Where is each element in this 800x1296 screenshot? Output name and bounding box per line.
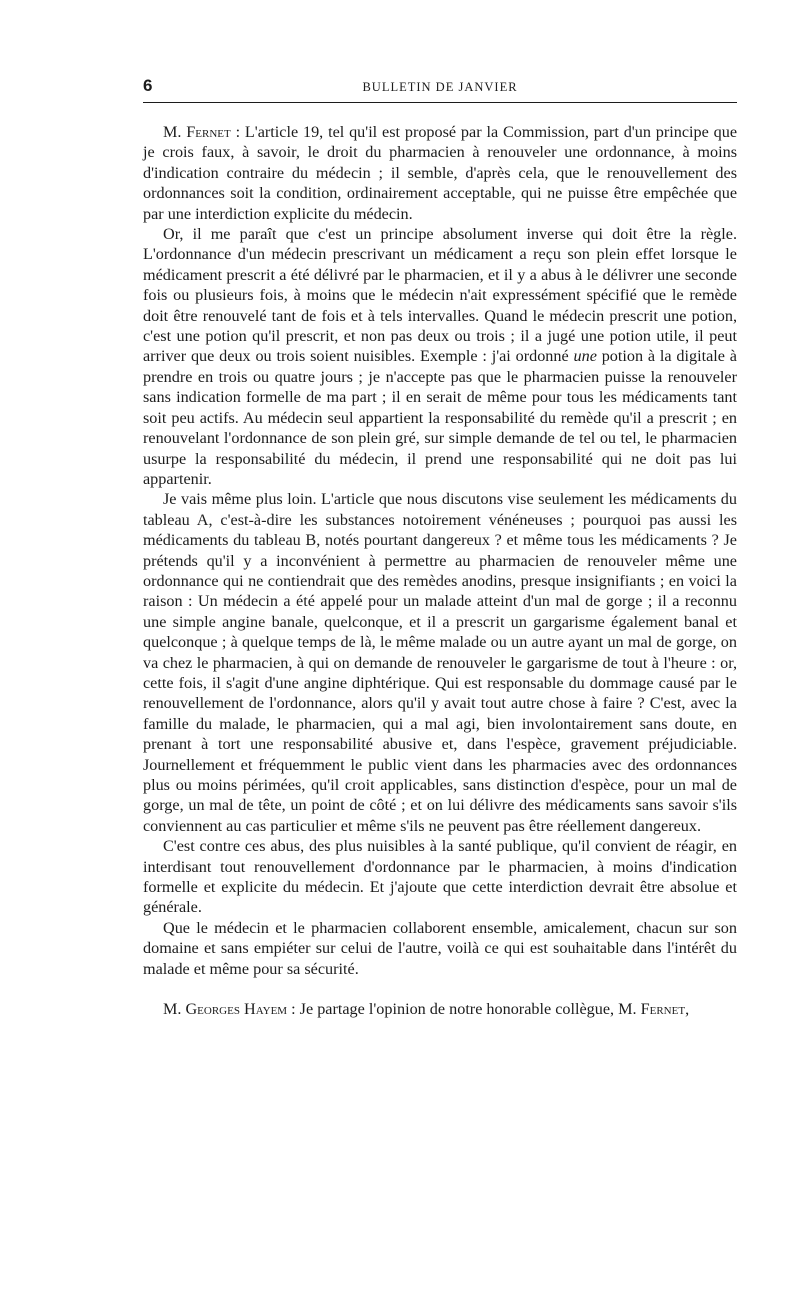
paragraph-example xyxy=(143,489,737,836)
paragraph-text: , xyxy=(685,1000,690,1019)
paragraph-text: potion à la digitale à prendre en trois ou quatre jours ; je n'accepte pas que le pharmacien puisse la renouveler sans indication formelle de ma part ; il en serait de même pour tous les médicaments tant soit peu actifs. Au médecin seul appartient la responsabilité du remède qu'il a prescrit ; en renouvelant l'ordonnance de son plein gré, sur simple demande de tel ou tel, le pharmacien usurpe la responsabilité du médecin, il prend une responsabilité qui ne doit pas lui appartenir. xyxy=(143,347,737,488)
paragraph-principle xyxy=(143,224,737,489)
speaker-name: M. Georges Hayem xyxy=(163,1000,288,1019)
page-header xyxy=(143,76,737,100)
speaker-name: M. Fernet xyxy=(163,123,231,141)
paragraph-text: Je vais même plus loin. L'article que nous discutons vise seulement les médicaments du tableau A, c'est-à-dire les substances notoirement vénéneuses ; pourquoi pas aussi les médicaments du tableau B, notés pourtant dangereux ? et même tous les médicaments ? Je prétends qu'il y a inconvénient à permettre au pharmacien de renouveler même une ordonnance qui ne contiendrait que des remèdes anodins, presque insignifiants ; en voici la raison : Un médecin a été appelé pour un malade atteint d'un mal de gorge ; il a reconnu une simple angine banale, quelconque, et il a prescrit un gargarisme également banal et quelconque ; à quelque temps de là, le même malade ou un autre ayant un mal de gorge, on va chez le pharmacien, à qui on demande de renouveler le gargarisme de tout à l'heure : or, cette fois, il s'agit d'une angine diphtérique. Qui est responsable du dommage causé par le renouvellement de l'ordonnance, alors qu'il y avait tout autre chose à faire ? C'est, avec la famille du malade, le pharmacien, qui a mal agi, bien involontairement sans doute, en prenant à tort une responsabilité abusive et, dans l'espèce, gravement préjudiciable. Journellement et fréquemment le public vient dans les pharmacies avec des ordonnances plus ou moins périmées, qu'il croit applicables, sans distinction d'espèce, pour un mal de gorge, un mal de tête, un point de côté ; et on lui délivre des médicaments sans savoir s'ils conviennent au cas particulier et même s'ils ne peuvent pas être réellement dangereux. xyxy=(143,490,737,835)
paragraph-text: Que le médecin et le pharmacien collaborent ensemble, amicalement, chacun sur son domaine et sans empiéter sur celui de l'autre, voilà ce qui est souhaitable dans l'intérêt du malade et même pour sa sécurité. xyxy=(143,918,737,978)
paragraph-abuses xyxy=(143,836,737,918)
header-rule xyxy=(143,102,737,103)
paragraph-fernet-intro xyxy=(143,122,737,224)
page-number: 6 xyxy=(143,76,153,95)
paragraph-text: : Je partage l'opinion de notre honorable collègue, M. xyxy=(287,1000,641,1019)
paragraph-text: : L'article 19, tel qu'il est proposé par la Commission, part d'un principe que je crois faux, à savoir, le droit du pharmacien à renouveler une ordonnance, à moins d'indication contraire du médecin ; il semble, d'après cela, que le renouvellement des ordonnances soit la condition, ordinairement acceptable, qui ne puisse être empêchée que par une interdiction explicite du médecin. xyxy=(143,123,737,223)
running-title: BULLETIN DE JANVIER xyxy=(362,80,518,94)
speaker-name: Fernet xyxy=(640,1000,686,1019)
paragraph-text: C'est contre ces abus, des plus nuisibles à la santé publique, qu'il convient de réagir, en interdisant tout renouvellement d'ordonnance par le pharmacien, à moins d'indication formelle et explicite du médecin. Et j'ajoute que cette interdiction devrait être absolue et générale. xyxy=(143,837,737,917)
paragraph-collaboration xyxy=(143,918,737,979)
body-text xyxy=(143,122,737,1019)
emphasis-word: une xyxy=(573,347,597,366)
paragraph-hayem xyxy=(143,999,737,1019)
paragraph-text: Or, il me paraît que c'est un principe absolument inverse qui doit être la règle. L'ordonnance d'un médecin prescrivant un médicament a reçu son plein effet lorsque le médicament prescrit a été délivré par le pharmacien, et il y a abus à le délivrer une seconde fois ou plusieurs fois, à moins que le médecin n'ait expressément spécifié que le remède doit être renouvelé tant de fois et à tels intervalles. Quand le médecin prescrit une potion, c'est une potion qu'il prescrit, et non pas deux ou trois ; il a jugé une potion utile, il peut arriver que deux ou trois soient nuisibles. Exemple : j'ai ordonné xyxy=(143,225,737,366)
